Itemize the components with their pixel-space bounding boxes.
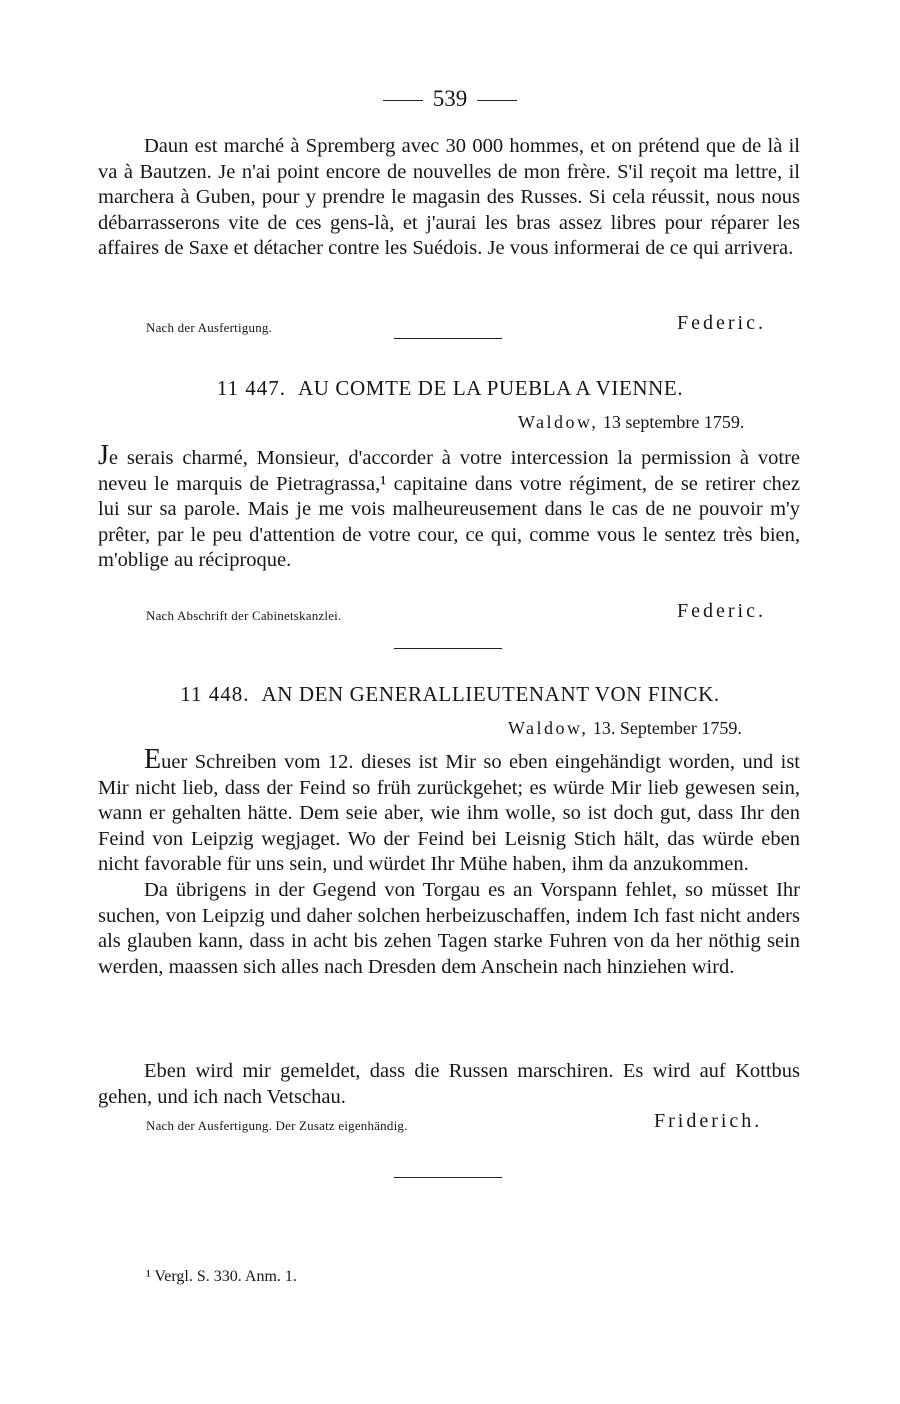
letter-11447-title: AU COMTE DE LA PUEBLA A VIENNE. bbox=[298, 376, 684, 400]
letter-11448-dateline bbox=[508, 718, 742, 739]
letter-11447-source: Nach Abschrift der Cabinetskanzlei. bbox=[146, 608, 342, 623]
footnote: ¹ Vergl. S. 330. Anm. 1. bbox=[146, 1268, 297, 1285]
letter-prev-paragraph: Daun est marché à Spremberg avec 30 000 hommes, et on prétend que de là il va à Bautzen. Je n'ai point encore de nouvelles de mon frère. S'il reçoit ma lettre, il marchera à Guben, pour y prendre le magasin des Russes. Si cela réussit, nous nous débarrasserons vite de ces gens-là, et j'aurai les bras assez libres pour réparer les affaires de Saxe et détacher contre les Suédois. Je vous informerai de ce qui arrivera. bbox=[98, 135, 800, 260]
letter-11447-text: e serais charmé, Monsieur, d'accorder à votre intercession la permission à votre neveu le marquis de Pietragrassa,¹ capitaine dans votre régiment, de se retirer chez lui sur sa parole. Mais je me vois malheureusement dans le cas de ne pouvoir m'y prêter, par le peu d'attention de votre cour, ce qui, comme vous le sentez très bien, m'oblige au réciproque. bbox=[98, 447, 800, 572]
page-number: 539 bbox=[432, 86, 468, 111]
letter-prev-rule bbox=[394, 338, 502, 339]
letter-11448-paragraph-2: Da übrigens in der Gegend von Torgau es an Vorspann fehlet, so müsset Ihr suchen, von Leipzig und daher solchen herbeizuschaffen, indem Ich fast nicht anders als glauben kann, dass in acht bis zehen Tagen starke Fuhren von da her nöthig sein werden, maassen sich alles nach Dresden dem Anschein nach hinziehen wird. bbox=[98, 878, 800, 978]
page-header bbox=[0, 86, 900, 112]
letter-11447-signature: Federic. bbox=[677, 600, 766, 622]
letter-11448-body bbox=[98, 744, 800, 980]
header-dash-left bbox=[383, 100, 423, 101]
letter-11447-dateline bbox=[518, 412, 744, 433]
header-dash-right bbox=[477, 100, 517, 101]
letter-prev-signature: Federic. bbox=[677, 312, 766, 334]
letter-prev-source: Nach der Ausfertigung. bbox=[146, 320, 273, 335]
letter-11447-place: Waldow, bbox=[518, 412, 599, 432]
letter-11448-initial: E bbox=[144, 744, 162, 775]
letter-11448-date: 13. September 1759. bbox=[592, 718, 742, 738]
letter-11448-rule bbox=[394, 1177, 502, 1178]
letter-11448-number: 11 448. bbox=[180, 682, 250, 706]
letter-11447-date: 13 septembre 1759. bbox=[602, 412, 745, 432]
letter-11447-body bbox=[98, 440, 800, 574]
letter-11448-place: Waldow, bbox=[508, 718, 589, 738]
letter-11448-title: AN DEN GENERALLIEUTENANT VON FINCK. bbox=[261, 682, 720, 706]
letter-prev-body bbox=[98, 134, 800, 262]
letter-11447-heading bbox=[0, 376, 900, 401]
letter-11448-source: Nach der Ausfertigung. Der Zusatz eigenhändig. bbox=[146, 1118, 408, 1133]
letter-11448-heading bbox=[0, 682, 900, 707]
letter-11448-paragraph-1 bbox=[98, 744, 800, 878]
letter-11447-initial: J bbox=[98, 440, 109, 471]
letter-11448-text-1: uer Schreiben vom 12. dieses ist Mir so eben eingehändigt worden, und ist Mir nicht lieb, dass der Feind so früh zurückgehet; es würde Mir lieb gewesen sein, wann er gehalten hätte. Dem seie aber, wie ihm wolle, so ist doch gut, dass Ihr den Feind von Leipzig wegjaget. Wo der Feind bei Leisnig Stich hält, das würde eben nicht favorable für uns sein, und würdet Ihr Mühe haben, ihm da anzukommen. bbox=[98, 751, 800, 876]
letter-11448-signature: Friderich. bbox=[654, 1110, 763, 1132]
letter-11448-postscript-block bbox=[98, 1059, 800, 1110]
letter-11448-postscript: Eben wird mir gemeldet, dass die Russen marschiren. Es wird auf Kottbus gehen, und ich nach Vetschau. bbox=[98, 1060, 800, 1108]
letter-11447-paragraph bbox=[98, 440, 800, 574]
letter-11447-number: 11 447. bbox=[216, 376, 287, 400]
letter-11447-rule bbox=[394, 648, 502, 649]
